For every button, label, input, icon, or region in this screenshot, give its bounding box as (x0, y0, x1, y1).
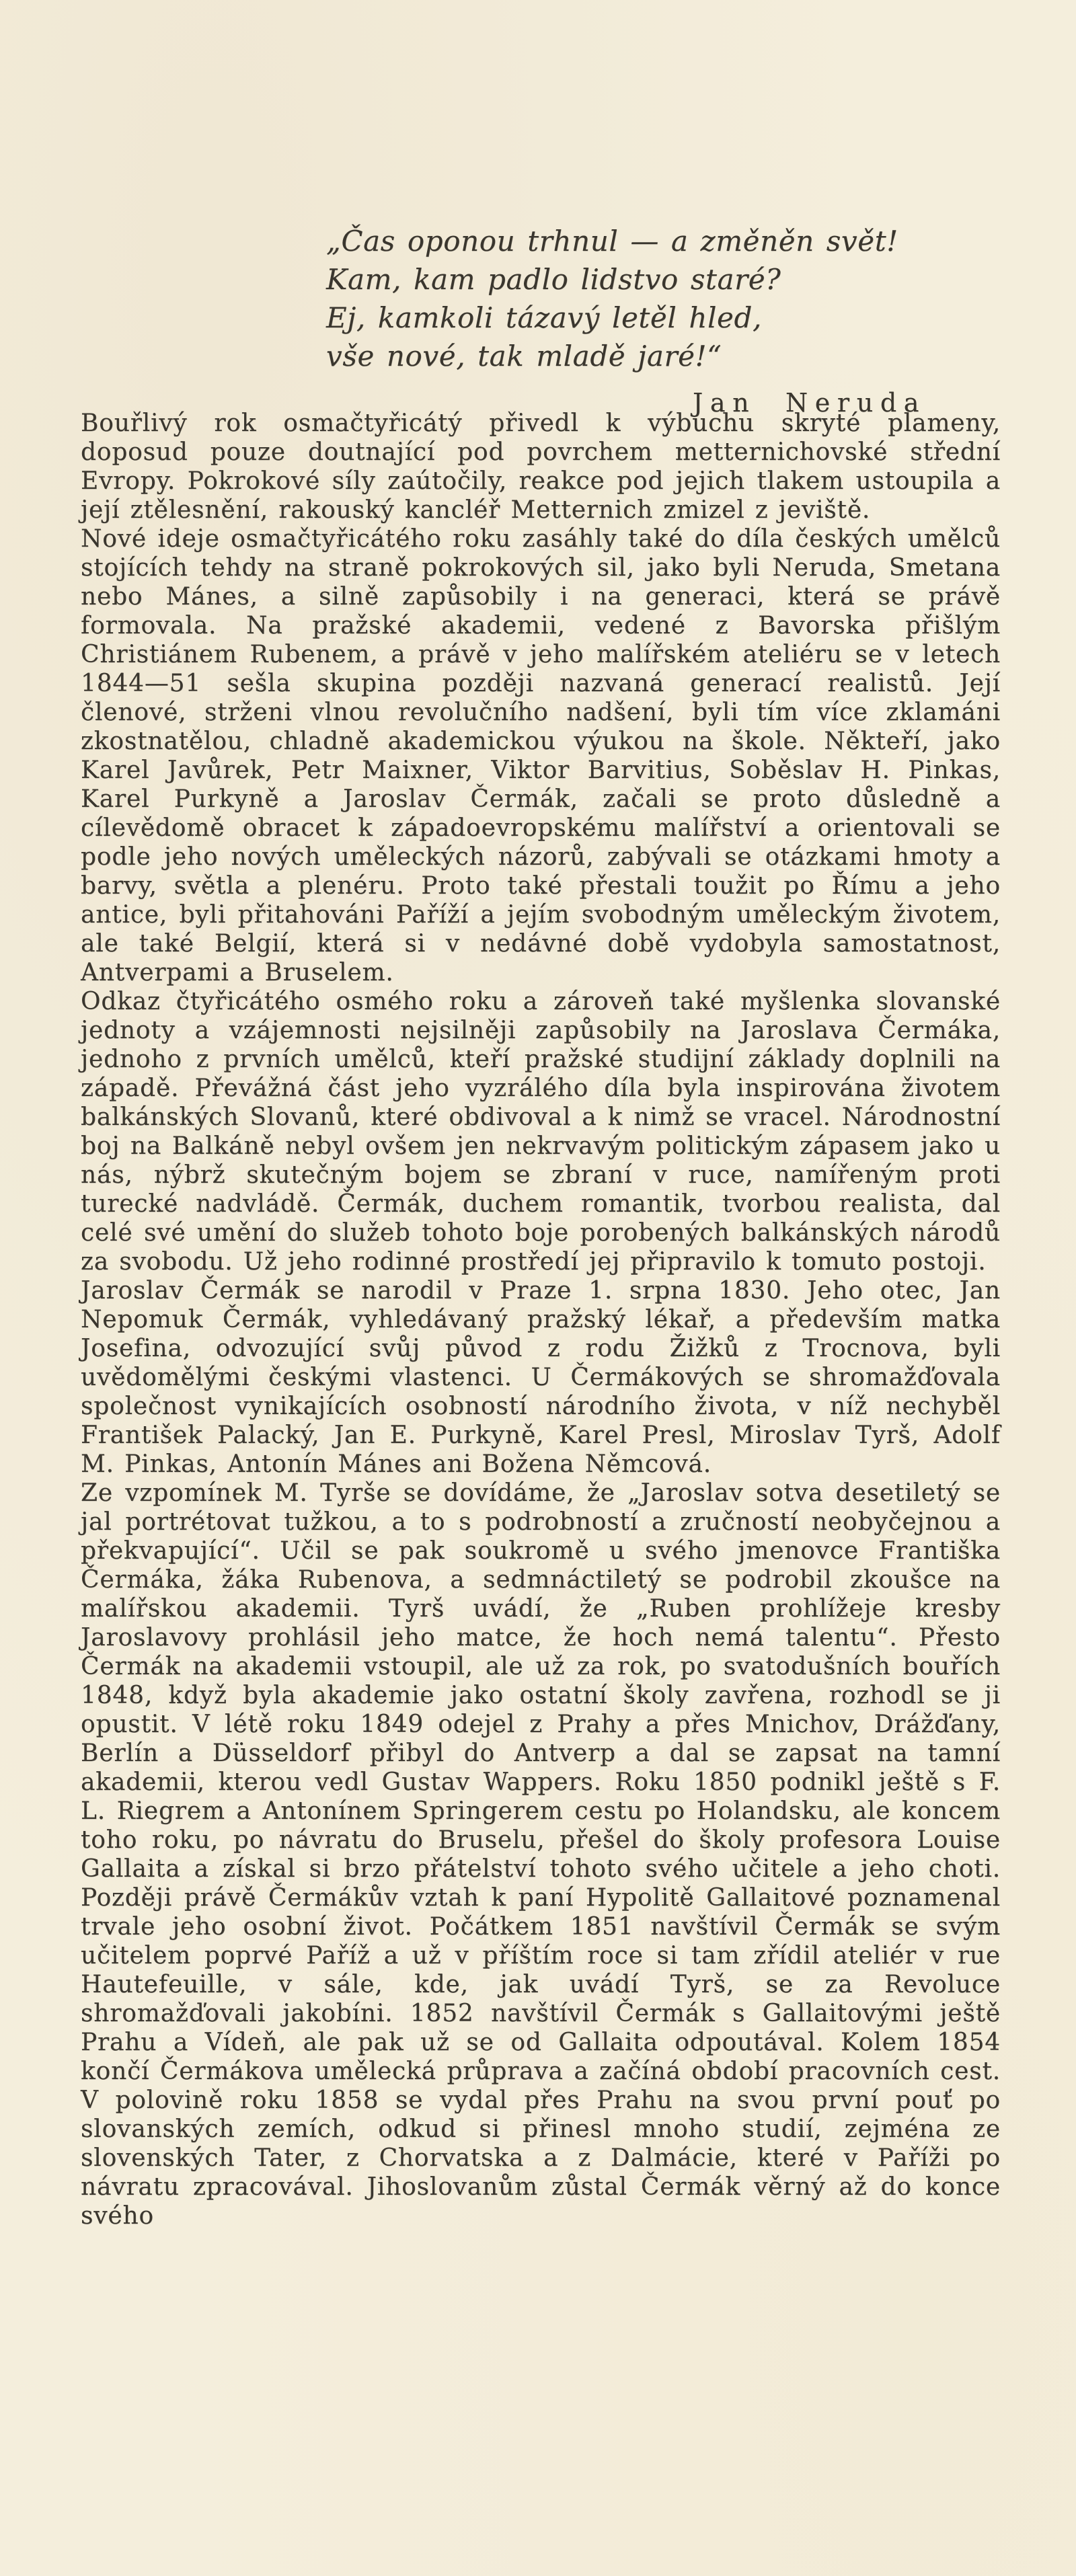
epigraph-line-1: „Čas oponou trhnul — a změněn svět! (326, 225, 898, 258)
body-text (81, 409, 1001, 2230)
paragraph-1: Bouřlivý rok osmačtyřicátý přivedl k výbuchu skryté plameny, doposud pouze doutnající pod povrchem metternichovské střední Evropy. Pokrokové síly zaútočily, reakce pod jejich tlakem ustoupila a její ztělesnění, rakouský kancléř Metternich zmizel z jeviště. (81, 409, 1001, 524)
paragraph-4: Jaroslav Čermák se narodil v Praze 1. srpna 1830. Jeho otec, Jan Nepomuk Čermák, vyhledávaný pražský lékař, a především matka Josefina, odvozující svůj původ z rodu Žižků z Trocnova, byli uvědomělými českými vlastenci. U Čermákových se shromažďovala společnost vynikajících osobností národního života, v níž nechyběl František Palacký, Jan E. Purkyně, Karel Presl, Miroslav Tyrš, Adolf M. Pinkas, Antonín Mánes ani Božena Němcová. (81, 1277, 1001, 1478)
paragraph-5: Ze vzpomínek M. Tyrše se dovídáme, že „Jaroslav sotva desetiletý se jal portrétovat tužkou, a to s podrobností a zručností neobyčejnou a překvapující“. Učil se pak soukromě u svého jmenovce Františka Čermáka, žáka Rubenova, a sedmnáctiletý se podrobil zkoušce na malířskou akademii. Tyrš uvádí, že „Ruben prohlížeje kresby Jaroslavovy prohlásil jeho matce, že hoch nemá talentu“. Přesto Čermák na akademii vstoupil, ale už za rok, po svatodušních bouřích 1848, když byla akademie jako ostatní školy zavřena, rozhodl se ji opustit. V létě roku 1849 odejel z Prahy a přes Mnichov, Drážďany, Berlín a Düsseldorf přibyl do Antverp a dal se zapsat na tamní akademii, kterou vedl Gustav Wappers. Roku 1850 podnikl ještě s F. L. Riegrem a Antonínem Springerem cestu po Holandsku, ale koncem toho roku, po návratu do Bruselu, přešel do školy profesora Louise Gallaita a získal si brzo přátelství tohoto svého učitele a jeho choti. Později právě Čermákův vztah k paní Hypolitě Gallaitové poznamenal trvale jeho osobní život. Počátkem 1851 navštívil Čermák se svým učitelem poprvé Paříž a už v příštím roce si tam zřídil ateliér v rue Hautefeuille, v sále, kde, jak uvádí Tyrš, se za Revoluce shromažďovali jakobíni. 1852 navštívil Čermák s Gallaitovými ještě Prahu a Vídeň, ale pak už se od Gallaita odpoutával. Kolem 1854 končí Čermákova umělecká průprava a začíná období pracovních cest. V polovině roku 1858 se vydal přes Prahu na svou první pouť po slovanských zemích, odkud si přinesl mnoho studií, zejména ze slovenských Tater, z Chorvatska a z Dalmácie, které v Paříži po návratu zpracovával. Jihoslovanům zůstal Čermák věrný až do konce svého (81, 1479, 1001, 2230)
paragraph-2: Nové ideje osmačtyřicátého roku zasáhly také do díla českých umělců stojících tehdy na straně pokrokových sil, jako byli Neruda, Smetana nebo Mánes, a silně zapůsobily i na generaci, která se právě formovala. Na pražské akademii, vedené z Bavorska přišlým Christiánem Rubenem, a právě v jeho malířském ateliéru se v letech 1844—51 sešla skupina později nazvaná generací realistů. Její členové, strženi vlnou revolučního nadšení, byli tím více zklamáni zkostnatělou, chladně akademickou výukou na škole. Někteří, jako Karel Javůrek, Petr Maixner, Viktor Barvitius, Soběslav H. Pinkas, Karel Purkyně a Jaroslav Čermák, začali se proto důsledně a cílevědomě obracet k západoevropskému malířství a orientovali se podle jeho nových uměleckých názorů, zabývali se otázkami hmoty a barvy, světla a plenéru. Proto také přestali toužit po Římu a jeho antice, byli přitahováni Paříží a jejím svobodným uměleckým životem, ale také Belgií, která si v nedávné době vydobyla samostatnost, Antverpami a Bruselem. (81, 525, 1001, 986)
paragraph-3: Odkaz čtyřicátého osmého roku a zároveň také myšlenka slovanské jednoty a vzájemnosti nejsilněji zapůsobily na Jaroslava Čermáka, jednoho z prvních umělců, kteří pražské studijní základy doplnili na západě. Převážná část jeho vyzrálého díla byla inspirována životem balkánských Slovanů, které obdivoval a k nimž se vracel. Národnostní boj na Balkáně nebyl ovšem jen nekrvavým politickým zápasem jako u nás, nýbrž skutečným bojem se zbraní v ruce, namířeným proti turecké nadvládě. Čermák, duchem romantik, tvorbou realista, dal celé své umění do služeb tohoto boje porobených balkánských národů za svobodu. Už jeho rodinné prostředí jej připravilo k tomuto postoji. (81, 988, 1001, 1276)
epigraph-attribution: Jan Neruda (693, 388, 927, 418)
epigraph-line-2: Kam, kam padlo lidstvo staré? (326, 263, 781, 296)
epigraph (326, 222, 926, 422)
epigraph-line-3: Ej, kamkoli tázavý letěl hled, (326, 301, 762, 334)
epigraph-line-4: vše nové, tak mladě jaré!“ (326, 340, 722, 373)
